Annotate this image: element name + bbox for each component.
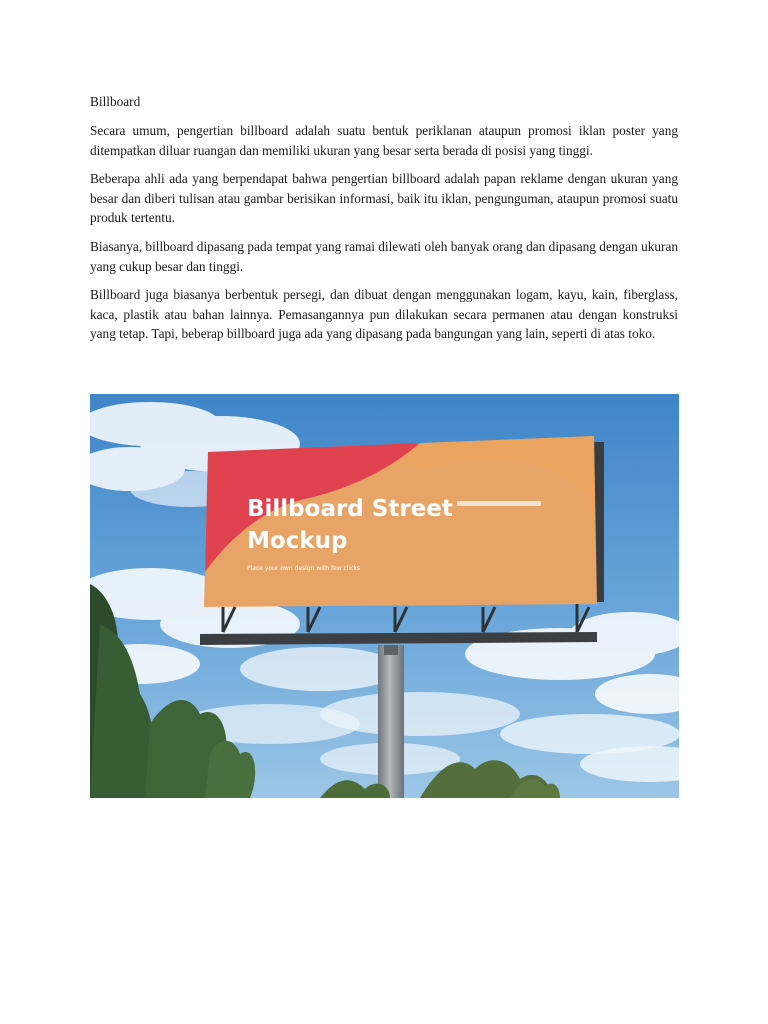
billboard-headline-line1: Billboard Street <box>247 496 453 522</box>
billboard-tagline: Place your own design with few clicks <box>247 565 361 572</box>
paragraph-2: Beberapa ahli ada yang berpendapat bahwa pengertian billboard adalah papan reklame dengan ukuran yang besar dan diberi tulisan atau gambar berisikan informasi, baik itu iklan, pengunguman, ataupun promosi suatu produk tertentu. <box>90 171 678 226</box>
billboard-headline-line2: Mockup <box>247 528 348 554</box>
paragraph-3: Biasanya, billboard dipasang pada tempat yang ramai dilewati oleh banyak orang dan dipasang dengan ukuran yang cukup besar dan tinggi. <box>90 238 678 274</box>
document-body <box>90 92 678 353</box>
paragraph-4: Billboard juga biasanya berbentuk persegi, dan dibuat dengan menggunakan logam, kayu, kain, fiberglass, kaca, plastik atau bahan lainnya. Pemasangannya pun dilakukan secara permanen atau dengan konstruksi yang tetap. Tapi, beberap billboard juga ada yang dipasang pada bangungan yang lain, seperti di atas toko. <box>90 287 678 342</box>
document-title: Billboard <box>90 94 141 109</box>
billboard-pole <box>378 645 404 798</box>
paragraph-1: Secara umum, pengertian billboard adalah suatu bentuk periklanan ataupun promosi iklan poster yang ditempatkan diluar ruangan dan memiliki ukuran yang besar serta berada di posisi yang tinggi. <box>90 123 678 158</box>
billboard-photo <box>90 394 679 798</box>
billboard-accent-line <box>457 501 541 506</box>
